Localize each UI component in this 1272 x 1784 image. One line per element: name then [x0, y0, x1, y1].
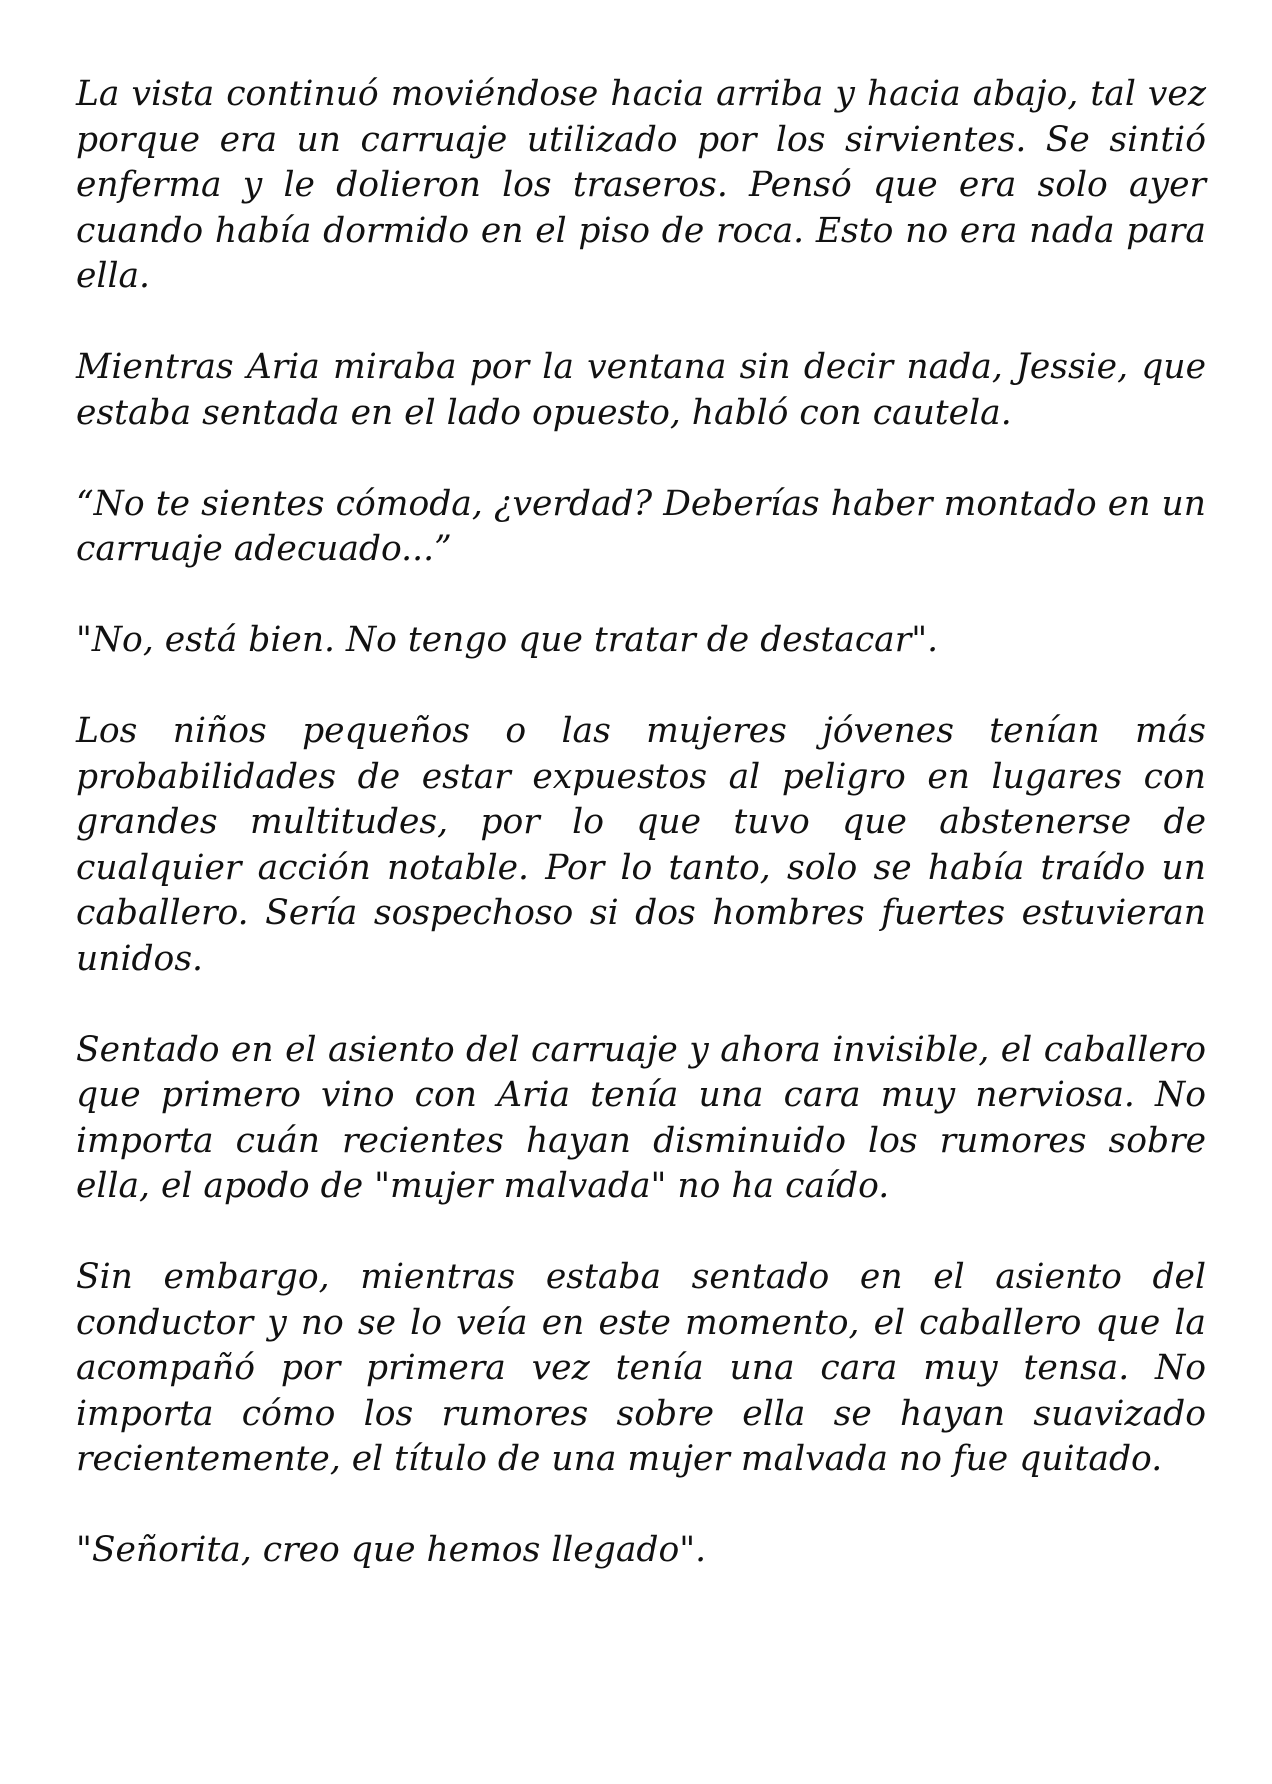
paragraph-2: Mientras Aria miraba por la ventana sin decir nada, Jessie, que estaba sentada en el lado opuesto, habló con cautela.: [76, 347, 1206, 433]
paragraph-7: Sin embargo, mientras estaba sentado en el asiento del conductor y no se lo veía en este momento, el caballero que la acompañó por primera vez tenía una cara muy tensa. No importa cómo los rumores sobre ella se hayan suavizado recientemente, el título de una mujer malvada no fue quitado.: [76, 1257, 1206, 1479]
paragraph-8: "Señorita, creo que hemos llegado".: [76, 1530, 707, 1570]
paragraph-1: La vista continuó moviéndose hacia arriba y hacia abajo, tal vez porque era un carruaje utilizado por los sirvientes. Se sintió enferma y le dolieron los traseros. Pensó que era solo ayer cuando había dormido en el piso de roca. Esto no era nada para ella.: [76, 74, 1206, 296]
paragraph-6: Sentado en el asiento del carruaje y ahora invisible, el caballero que primero vino con Aria tenía una cara muy nerviosa. No importa cuán recientes hayan disminuido los rumores sobre ella, el apodo de "mujer malvada" no ha caído.: [76, 1029, 1206, 1206]
paragraph-5: Los niños pequeños o las mujeres jóvenes tenían más probabilidades de estar expuestos al peligro en lugares con grandes multitudes, por lo que tuvo que abstenerse de cualquier acción notable. Por lo tanto, solo se había traído un caballero. Sería sospechoso si dos hombres fuertes estuvieran unidos.: [76, 711, 1206, 979]
document-page: [76, 72, 1206, 1574]
paragraph-4: "No, está bien. No tengo que tratar de destacar".: [76, 620, 939, 660]
paragraph-3: “No te sientes cómoda, ¿verdad? Deberías haber montado en un carruaje adecuado...”: [76, 483, 1206, 569]
